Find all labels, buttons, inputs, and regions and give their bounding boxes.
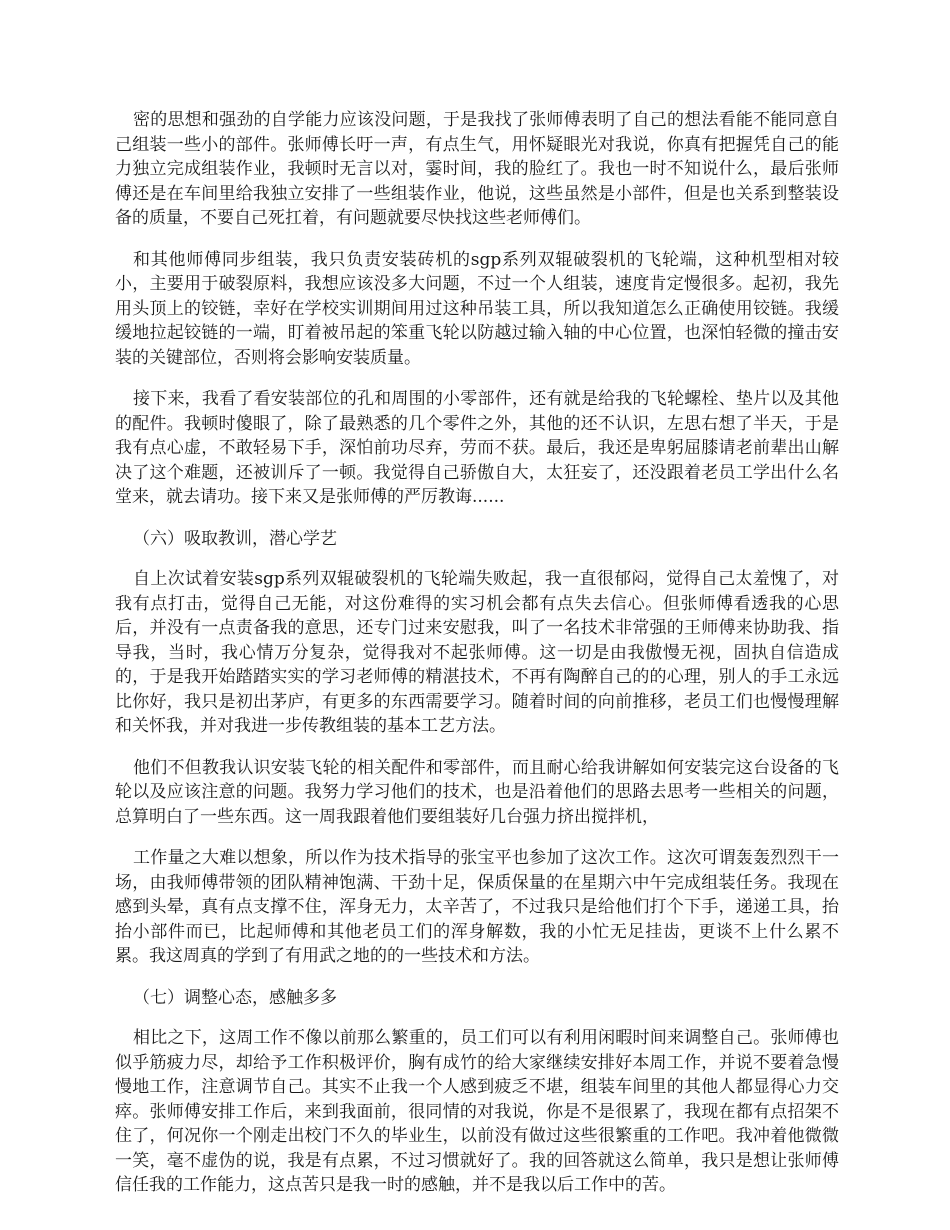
document-body — [115, 108, 839, 1215]
paragraph-3: 接下来，我看了看安装部位的孔和周围的小零部件，还有就是给我的飞轮螺栓、垫片以及其他的配件。我顿时傻眼了，除了最熟悉的几个零件之外，其他的还不认识，左思右想了半天，于是我有点心虚，不敢轻易下手，深怕前功尽弃，劳而不获。最后，我还是卑躬屈膝请老前辈出山解决了这个难题，还被训斥了一顿。我觉得自己骄傲自大，太狂妄了，还没跟着老员工学出什么名堂来，就去请功。接下来又是张师傅的严厉教诲...... — [115, 389, 839, 507]
paragraph-5: 他们不但教我认识安装飞轮的相关配件和零部件，而且耐心给我讲解如何安装完这台设备的飞轮以及应该注意的问题。我努力学习他们的技术，也是沿着他们的思路去思考一些相关的问题，总算明白了一些东西。这一周我跟着他们要组装好几台强力挤出搅拌机， — [115, 757, 839, 827]
paragraph-6: 工作量之大难以想象，所以作为技术指导的张宝平也参加了这次工作。这次可谓轰轰烈烈干一场，由我师傅带领的团队精神饱满、干劲十足，保质保量的在星期六中午完成组装任务。我现在感到头晕，真有点支撑不住，浑身无力，太辛苦了，不过我只是给他们打个下手，递递工具，抬抬小部件而已，比起师傅和其他老员工们的浑身解数，我的小忙无足挂齿，更谈不上什么累不累。我这周真的学到了有用武之地的的一些技术和方法。 — [115, 848, 839, 966]
section-heading-6: （六）吸取教训，潜心学艺 — [133, 528, 337, 549]
paragraph-1: 密的思想和强劲的自学能力应该没问题，于是我找了张师傅表明了自己的想法看能不能同意自己组装一些小的部件。张师傅长吁一声，有点生气，用怀疑眼光对我说，你真有把握凭自己的能力独立完成组装作业，我顿时无言以对，霎时间，我的脸红了。我也一时不知说什么，最后张师傅还是在车间里给我独立安排了一些组装作业，他说，这些虽然是小部件，但是也关系到整装设备的质量，不要自己死扛着，有问题就要尽快找这些老师傅们。 — [115, 110, 839, 228]
paragraph-7: 相比之下，这周工作不像以前那么繁重的，员工们可以有利用闲暇时间来调整自己。张师傅也似乎筋疲力尽，却给予工作积极评价，胸有成竹的给大家继续安排好本周工作，并说不要着急慢慢地工作，注意调节自己。其实不止我一个人感到疲乏不堪，组装车间里的其他人都显得心力交瘁。张师傅安排工作后，来到我面前，很同情的对我说，你是不是很累了，我现在都有点招架不住了，何况你一个刚走出校门不久的毕业生，以前没有做过这些很繁重的工作吧。我冲着他微微一笑，毫不虚伪的说，我是有点累，不过习惯就好了。我的回答就这么简单，我只是想让张师傅信任我的工作能力，这点苦只是我一时的感触，并不是我以后工作中的苦。 — [115, 1028, 839, 1195]
paragraph-4: 自上次试着安装sgp系列双辊破裂机的飞轮端失败起，我一直很郁闷，觉得自己太羞愧了，对我有点打击，觉得自己无能，对这份难得的实习机会都有点失去信心。但张师傅看透我的心思后，并没有一点责备我的意思，还专门过来安慰我，叫了一名技术非常强的王师傅来协助我、指导我，当时，我心情万分复杂，觉得我对不起张师傅。这一切是由我傲慢无视，固执自信造成的，于是我开始踏踏实实的学习老师傅的精湛技术，不再有陶醉自己的的心理，别人的手工永远比你好，我只是初出茅庐，有更多的东西需要学习。随着时间的向前推移，老员工们也慢慢理解和关怀我，并对我进一步传教组装的基本工艺方法。 — [115, 569, 839, 736]
section-heading-7: （七）调整心态，感触多多 — [133, 987, 337, 1008]
paragraph-2: 和其他师傅同步组装，我只负责安装砖机的sgp系列双辊破裂机的飞轮端，这种机型相对较小，主要用于破裂原料，我想应该没多大问题，不过一个人组装，速度肯定慢很多。起初，我先用头顶上的铰链，幸好在学校实训期间用过这种吊装工具，所以我知道怎么正确使用铰链。我缓缓地拉起铰链的一端，盯着被吊起的笨重飞轮以防越过输入轴的中心位置，也深怕轻微的撞击安装的关键部位，否则将会影响安装质量。 — [115, 249, 839, 368]
